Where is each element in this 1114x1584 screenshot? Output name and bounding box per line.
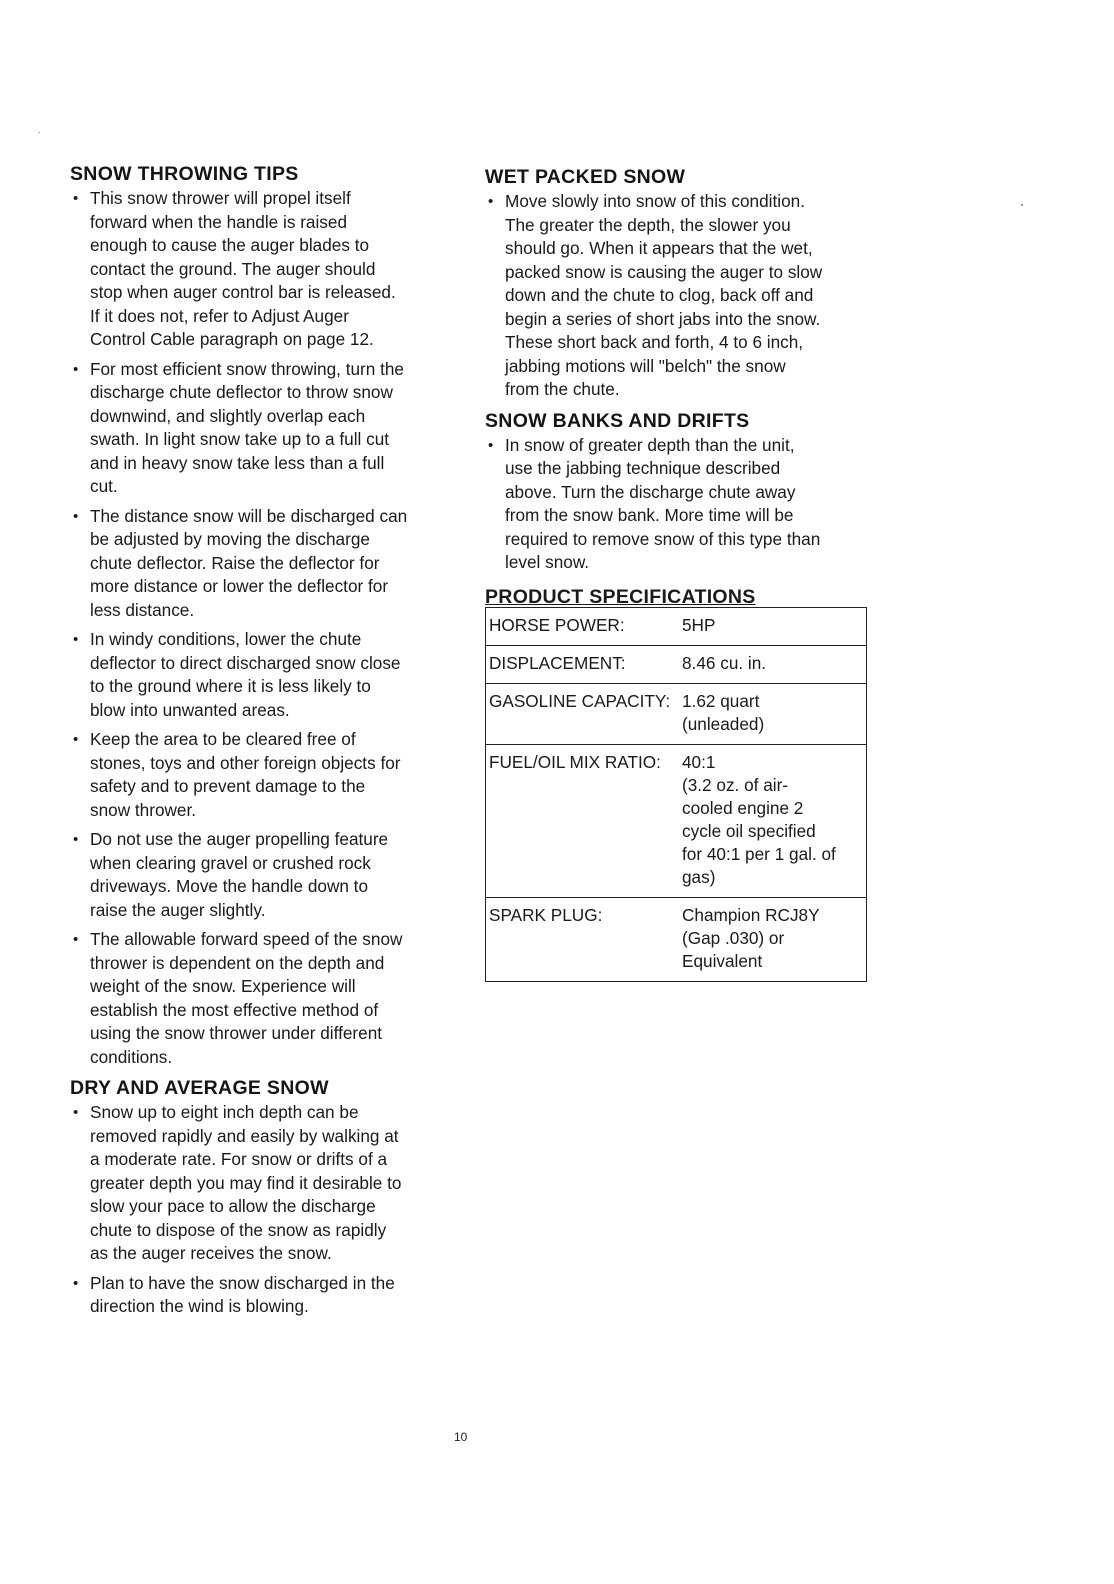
bullet-item xyxy=(70,505,462,623)
bullet-item xyxy=(70,1272,462,1319)
bullet-text-line: down and the chute to clog, back off and xyxy=(505,285,814,305)
bullet-dot-icon: • xyxy=(73,190,79,207)
bullet-text-line: removed rapidly and easily by walking at xyxy=(90,1125,399,1146)
bullet-text-line: The allowable forward speed of the snow xyxy=(90,929,403,949)
bullet-text-line: and in heavy snow take less than a full xyxy=(90,452,385,473)
bullet-text-line: The distance snow will be discharged can xyxy=(90,505,408,526)
spec-value xyxy=(679,744,867,897)
bullet-text-line: stones, toys and other foreign objects for xyxy=(90,752,401,773)
spec-value-line: cycle oil specified xyxy=(682,820,816,841)
bullet-dot-icon: • xyxy=(73,360,79,378)
bullet-text-line: Control Cable paragraph on page 12. xyxy=(90,329,374,349)
bullet-text-line: conditions. xyxy=(90,1046,173,1067)
bullet-dot-icon: • xyxy=(73,507,79,525)
bullet-item xyxy=(70,928,462,1069)
section-heading: SNOW THROWING TIPS xyxy=(70,163,299,185)
bullet-text-line: forward when the handle is raised xyxy=(90,211,348,232)
spec-value xyxy=(679,607,867,645)
bullet-text-line: cut. xyxy=(90,476,118,496)
bullet-text-line: chute deflector. Raise the deflector for xyxy=(90,552,380,573)
right-column xyxy=(485,164,870,982)
bullet-text-line: more distance or lower the deflector for xyxy=(90,576,389,596)
bullet-text-line: swath. In light snow take up to a full cut xyxy=(90,429,390,449)
spec-value-line: Equivalent xyxy=(682,950,763,971)
bullet-list xyxy=(485,434,870,575)
bullet-text-line: using the snow thrower under different xyxy=(90,1023,383,1043)
bullet-text-line: enough to cause the auger blades to xyxy=(90,235,370,255)
section-heading: WET PACKED SNOW xyxy=(485,166,686,188)
spec-row xyxy=(486,645,867,683)
bullet-item xyxy=(485,190,870,402)
bullet-text-line: be adjusted by moving the discharge xyxy=(90,529,370,549)
bullet-text-line: raise the auger slightly. xyxy=(90,899,266,920)
bullet-dot-icon: • xyxy=(73,1274,79,1292)
spec-value-line: for 40:1 per 1 gal. of xyxy=(682,843,836,864)
spec-row xyxy=(486,607,867,645)
spec-value-line: cooled engine 2 xyxy=(682,797,804,818)
bullet-text-line: Plan to have the snow discharged in the xyxy=(90,1272,395,1293)
bullet-text-line: deflector to direct discharged snow close xyxy=(90,652,401,673)
spec-value-line: 8.46 cu. in. xyxy=(682,652,767,673)
bullet-text-line: These short back and forth, 4 to 6 inch, xyxy=(505,332,804,352)
scan-speck xyxy=(38,132,40,133)
section-snow-banks-and-drifts xyxy=(485,408,870,575)
bullet-text-line: discharge chute deflector to throw snow xyxy=(90,382,393,402)
bullet-text-line: driveways. Move the handle down to xyxy=(90,876,369,896)
section-wet-packed-snow xyxy=(485,164,870,402)
page-number: 10 xyxy=(454,1430,468,1444)
bullet-text-line: For most efficient snow throwing, turn the xyxy=(90,358,404,379)
spec-value-line: 1.62 quart xyxy=(682,690,760,711)
bullet-text-line: above. Turn the discharge chute away xyxy=(505,481,796,502)
spec-value-line: (unleaded) xyxy=(682,713,765,734)
spec-label: HORSE POWER: xyxy=(489,614,625,635)
bullet-text-line: In snow of greater depth than the unit, xyxy=(505,434,795,455)
bullet-text-line: contact the ground. The auger should xyxy=(90,258,376,279)
bullet-text-line: blow into unwanted areas. xyxy=(90,699,290,720)
bullet-item xyxy=(70,187,462,352)
bullet-text-line: begin a series of short jabs into the snow. xyxy=(505,308,821,329)
bullet-dot-icon: • xyxy=(73,731,79,748)
bullet-text-line: Move slowly into snow of this condition. xyxy=(505,191,805,211)
bullet-text-line: as the auger receives the snow. xyxy=(90,1243,332,1263)
bullet-text-line: In windy conditions, lower the chute xyxy=(90,629,362,649)
bullet-item xyxy=(70,1101,462,1266)
bullet-text-line: Do not use the auger propelling feature xyxy=(90,829,389,849)
bullet-text-line: packed snow is causing the auger to slow xyxy=(505,261,823,282)
bullet-text-line: jabbing motions will "belch" the snow xyxy=(505,355,786,376)
bullet-text-line: establish the most effective method of xyxy=(90,999,379,1020)
bullet-text-line: direction the wind is blowing. xyxy=(90,1296,309,1316)
bullet-text-line: required to remove snow of this type than xyxy=(505,528,821,549)
bullet-text-line: greater depth you may find it desirable to xyxy=(90,1172,402,1193)
spec-label: GASOLINE CAPACITY: xyxy=(489,690,671,711)
bullet-text-line: snow thrower. xyxy=(90,799,197,820)
bullet-text-line: weight of the snow. Experience will xyxy=(90,976,356,996)
bullet-text-line: thrower is dependent on the depth and xyxy=(90,952,385,973)
bullet-list xyxy=(485,190,870,402)
spec-value xyxy=(679,683,867,744)
section-heading: DRY AND AVERAGE SNOW xyxy=(70,1077,329,1099)
bullet-dot-icon: • xyxy=(73,931,79,948)
spec-label: DISPLACEMENT: xyxy=(489,652,626,673)
spec-label: FUEL/OIL MIX RATIO: xyxy=(489,751,661,772)
bullet-text-line: downwind, and slightly overlap each xyxy=(90,405,366,426)
bullet-dot-icon: • xyxy=(73,831,79,848)
scan-speck xyxy=(1021,204,1023,206)
section-snow-throwing-tips xyxy=(70,161,462,1069)
bullet-item xyxy=(70,828,462,922)
bullet-text-line: stop when auger control bar is released. xyxy=(90,282,396,302)
spec-value-line: Champion RCJ8Y xyxy=(682,904,820,925)
bullet-text-line: level snow. xyxy=(505,552,590,572)
bullet-text-line: to the ground where it is less likely to xyxy=(90,676,371,696)
spec-value-line: 5HP xyxy=(682,614,716,635)
section-heading: SNOW BANKS AND DRIFTS xyxy=(485,409,750,432)
spec-value-line: (3.2 oz. of air- xyxy=(682,774,789,795)
spec-label: SPARK PLUG: xyxy=(489,904,603,925)
spec-value xyxy=(679,897,867,981)
bullet-text-line: safety and to prevent damage to the xyxy=(90,776,366,796)
spec-row xyxy=(486,744,867,897)
bullet-item xyxy=(70,628,462,722)
bullet-list xyxy=(70,187,462,1069)
spec-row xyxy=(486,683,867,744)
spec-value-line: gas) xyxy=(682,866,716,887)
bullet-item xyxy=(70,358,462,499)
bullet-text-line: less distance. xyxy=(90,599,195,620)
bullet-item xyxy=(485,434,870,575)
bullet-text-line: Keep the area to be cleared free of xyxy=(90,729,356,749)
bullet-dot-icon: • xyxy=(488,436,494,454)
bullet-text-line: should go. When it appears that the wet, xyxy=(505,238,813,258)
bullet-text-line: This snow thrower will propel itself xyxy=(90,188,351,208)
bullet-dot-icon: • xyxy=(488,193,494,210)
left-column xyxy=(70,161,462,1325)
product-specifications xyxy=(485,585,870,982)
bullet-text-line: slow your pace to allow the discharge xyxy=(90,1196,376,1216)
bullet-text-line: when clearing gravel or crushed rock xyxy=(90,852,371,873)
bullet-text-line: from the snow bank. More time will be xyxy=(505,505,794,525)
bullet-dot-icon: • xyxy=(73,631,79,648)
bullet-text-line: use the jabbing technique described xyxy=(505,458,781,478)
section-dry-and-average-snow xyxy=(70,1075,462,1319)
bullet-text-line: from the chute. xyxy=(505,379,620,399)
spec-row xyxy=(486,897,867,981)
bullet-text-line: chute to dispose of the snow as rapidly xyxy=(90,1219,387,1240)
bullet-dot-icon: • xyxy=(73,1104,79,1121)
specifications-table xyxy=(485,607,867,982)
bullet-text-line: Snow up to eight inch depth can be xyxy=(90,1102,359,1122)
bullet-text-line: a moderate rate. For snow or drifts of a xyxy=(90,1149,388,1169)
bullet-text-line: If it does not, refer to Adjust Auger xyxy=(90,305,349,326)
bullet-item xyxy=(70,728,462,822)
bullet-text-line: The greater the depth, the slower you xyxy=(505,214,791,235)
specifications-title: PRODUCT SPECIFICATIONS xyxy=(485,585,756,608)
spec-value xyxy=(679,645,867,683)
bullet-list xyxy=(70,1101,462,1319)
spec-value-line: 40:1 xyxy=(682,751,716,772)
spec-value-line: (Gap .030) or xyxy=(682,927,785,948)
